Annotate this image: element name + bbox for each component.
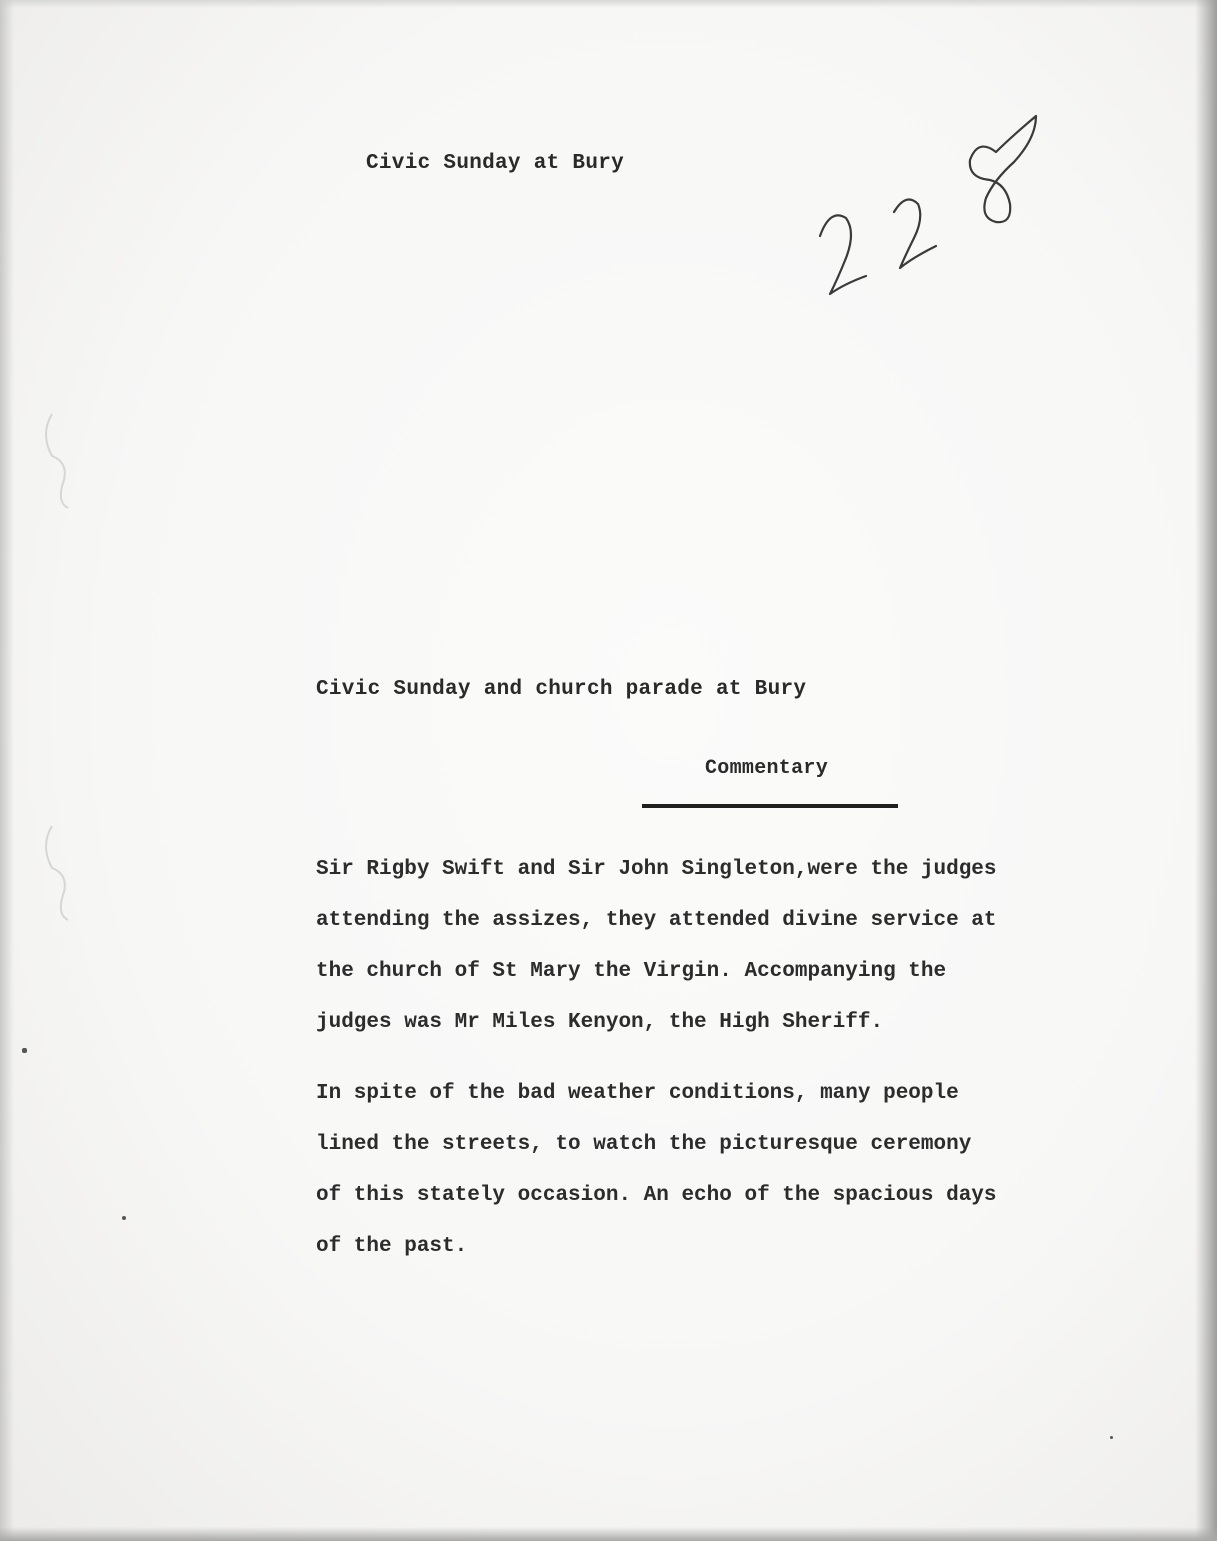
- paragraph-line: lined the streets, to watch the picturesque ceremony: [316, 1133, 972, 1156]
- page-edge-left: [0, 0, 14, 1541]
- paragraph-2: [316, 1068, 1136, 1272]
- page-edge-right: [1195, 0, 1217, 1541]
- paragraph-line: In spite of the bad weather conditions, many people: [316, 1082, 959, 1105]
- paragraph-line: judges was Mr Miles Kenyon, the High Sheriff.: [316, 1011, 884, 1034]
- paragraph-line: the church of St Mary the Virgin. Accompanying the: [316, 960, 947, 983]
- heading-underline: [642, 804, 898, 808]
- punch-hole-mark-lower: [38, 822, 78, 922]
- punch-hole-mark-upper: [38, 410, 78, 510]
- paragraph-line: Sir Rigby Swift and Sir John Singleton,were the judges: [316, 858, 997, 881]
- speck-mark: [122, 1216, 126, 1220]
- paragraph-1: [316, 844, 1136, 1048]
- paragraph-line: attending the assizes, they attended divine service at: [316, 909, 997, 932]
- speck-mark: [22, 1048, 27, 1053]
- commentary-heading: Commentary: [705, 757, 829, 780]
- page-edge-bottom: [0, 1527, 1217, 1541]
- file-title: Civic Sunday at Bury: [366, 152, 625, 175]
- speck-mark: [1110, 1436, 1113, 1439]
- document-subject: Civic Sunday and church parade at Bury: [316, 678, 807, 701]
- paragraph-line: of the past.: [316, 1235, 468, 1258]
- handwritten-page-number: [800, 108, 1060, 308]
- page-edge-top: [0, 0, 1217, 8]
- paragraph-line: of this stately occasion. An echo of the spacious days: [316, 1184, 997, 1207]
